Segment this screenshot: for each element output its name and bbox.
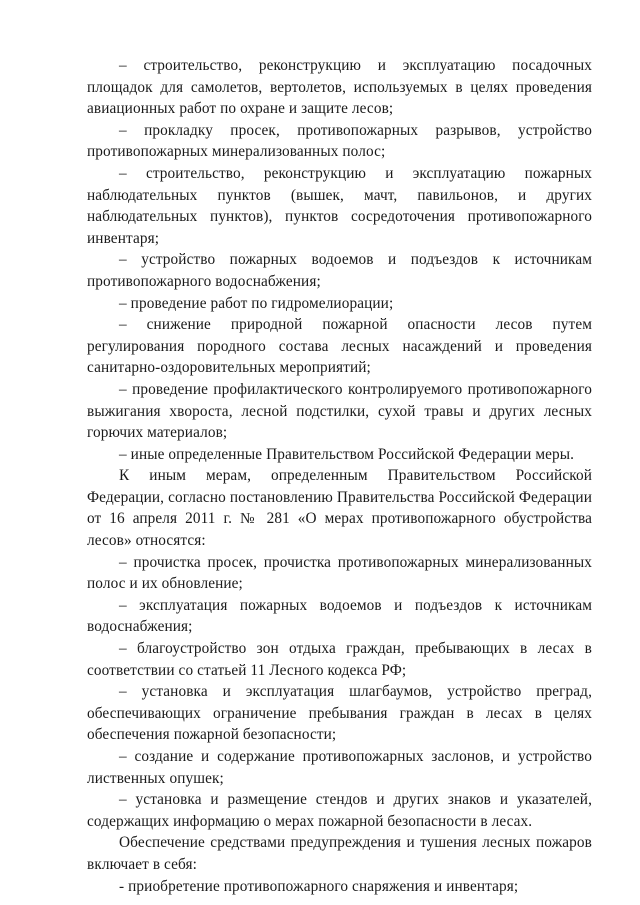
paragraph-fire-ponds: – устройство пожарных водоемов и подъездов к источникам противопожарного водоснабжения; bbox=[87, 251, 592, 290]
paragraph-clearing-maintenance: – прочистка просек, прочистка противопожарных минерализованных полос и их обновление; bbox=[87, 553, 592, 593]
paragraph-fire-risk-reduction: – снижение природной пожарной опасности лесов путем регулирования породного состава лесных насаждений и проведения санитарно-оздоровительных мероприятий; bbox=[87, 316, 592, 377]
paragraph-controlled-burning: – проведение профилактического контролируемого противопожарного выжигания хвороста, лесной подстилки, сухой травы и других лесных горючих материалов; bbox=[87, 380, 592, 442]
paragraph-other-measures: – иные определенные Правительством Российской Федерации меры. bbox=[119, 445, 575, 463]
paragraph-signs: – установка и размещение стендов и других знаков и указателей, содержащих информацию о мерах пожарной безопасности в лесах. bbox=[87, 791, 592, 830]
paragraph-observation-points: – строительство, реконструкцию и эксплуатацию пожарных наблюдательных пунктов (вышек, мачт, павильонов, и других наблюдательных пунктов), пунктов сосредоточения противопожарного инвентаря; bbox=[87, 164, 592, 247]
paragraph-landing-sites: – строительство, реконструкцию и эксплуатацию посадочных площадок для самолетов, вертолетов, используемых в целях проведения авиационных работ по охране и защите лесов; bbox=[87, 57, 592, 118]
paragraph-equipment-intro: Обеспечение средствами предупреждения и тушения лесных пожаров включает в себя: bbox=[87, 834, 592, 873]
paragraph-resolution-intro: К иным мерам, определенным Правительством Российской Федерации, согласно постановлению Правительства Российской Федерации от 16 апреля 2011 г. № 281 «О мерах противопожарного обустройства лесов» относятся: bbox=[87, 467, 592, 550]
paragraph-recreation-zones: – благоустройство зон отдыха граждан, пребывающих в лесах в соответствии со статьей 11 Лесного кодекса РФ; bbox=[87, 640, 592, 679]
paragraph-barriers: – установка и эксплуатация шлагбаумов, устройство преград, обеспечивающих ограничение пребывания граждан в лесах в целях обеспечения пожарной безопасности; bbox=[87, 683, 592, 744]
paragraph-pond-operation: – эксплуатация пожарных водоемов и подъездов к источникам водоснабжения; bbox=[87, 596, 592, 636]
paragraph-clearings: – прокладку просек, противопожарных разрывов, устройство противопожарных минерализованных полос; bbox=[87, 121, 592, 161]
document-body bbox=[87, 55, 592, 897]
paragraph-hydro-melioration: – проведение работ по гидромелиорации; bbox=[119, 294, 394, 312]
paragraph-fire-screens: – создание и содержание противопожарных заслонов, и устройство лиственных опушек; bbox=[87, 748, 592, 787]
paragraph-equipment-purchase: - приобретение противопожарного снаряжения и инвентаря; bbox=[119, 877, 519, 895]
